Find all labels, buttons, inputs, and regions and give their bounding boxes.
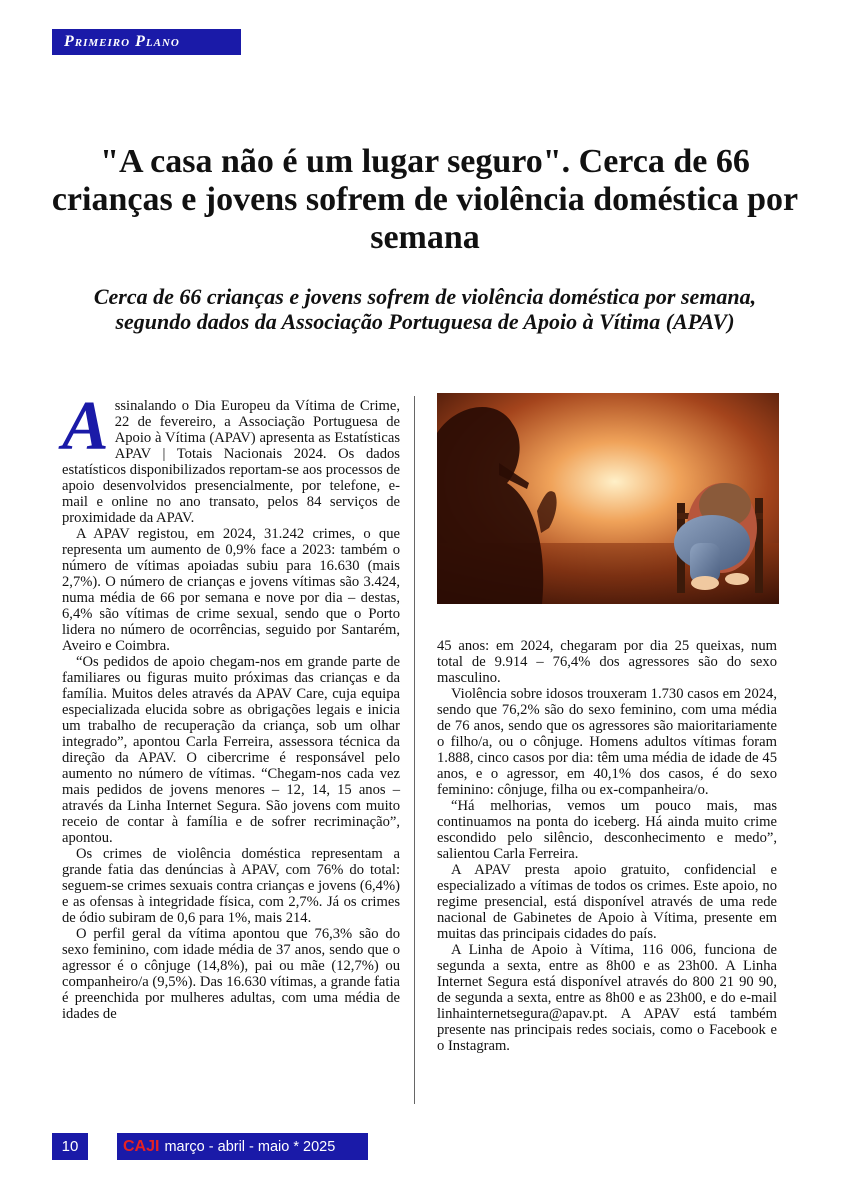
- paragraph: A APAV registou, em 2024, 31.242 crimes, o que representa um aumento de 0,9% face a 2023: também o número de vítimas apoiadas subiu para 16.630 (mais 2,7%). O número de crianças e jovens vítimas são 3.424, numa média de 66 por semana e nove por dia – destas, 6,4% são vítimas de crime sexual, sendo que o Porto lidera no número de ocorrências, seguido por Santarém, Aveiro e Coimbra.: [62, 526, 400, 654]
- footer-issue-bar: [117, 1133, 368, 1160]
- drop-cap: A: [62, 388, 109, 465]
- paragraph: 45 anos: em 2024, chegaram por dia 25 queixas, num total de 9.914 – 76,4% dos agressores são do sexo masculino.: [437, 638, 777, 686]
- issue-date: março - abril - maio * 2025: [164, 1139, 336, 1155]
- paragraph: O perfil geral da vítima apontou que 76,3% são do sexo feminino, com idade média de 37 anos, sendo que o agressor é o cônjuge (14,8%), pai ou mãe (12,7%) ou companheiro/a (9,5%). Das 16.630 vítimas, a grande fatia é preenchida por mulheres adultas, com uma média de idades de: [62, 926, 400, 1022]
- paragraph: “Há melhorias, vemos um pouco mais, mas continuamos na ponta do iceberg. Há ainda muito crime escondido pelo silêncio, desconhecimento e medo”, salientou Carla Ferreira.: [437, 798, 777, 862]
- paragraph: [62, 388, 400, 526]
- paragraph: Violência sobre idosos trouxeram 1.730 casos em 2024, sendo que 76,2% são do sexo feminino, com uma média de 76 anos, sendo que os agressores são maioritariamente o filho/a, ou o cônjuge. Homens adultos vítimas foram 1.888, cinco casos por dia: têm uma média de idade de 45 anos, e o agressor, em 40,1% dos casos, é do sexo feminino: cônjuge, filha ou ex-companheira/o.: [437, 686, 777, 798]
- article-column-left: [62, 388, 400, 1022]
- article-subtitle: Cerca de 66 crianças e jovens sofrem de violência doméstica por semana, segundo dados da Associação Portuguesa de Apoio à Vítima (APAV): [93, 284, 757, 334]
- brand-logo: CAJI: [123, 1138, 160, 1155]
- article-photo: [437, 393, 779, 604]
- paragraph-text: ssinalando o Dia Europeu da Vítima de Crime, 22 de fevereiro, a Associação Portuguesa de Apoio à Vítima (APAV) apresenta as Estatísticas APAV | Totais Nacionais 2024. Os dados estatísticos disponibilizados reportam-se aos processos de apoio desenvolvidos presencialmente, por telefone, e-mail e online no ano transato, pelos 84 serviços de proximidade da APAV.: [62, 398, 400, 526]
- page-number: 10: [52, 1133, 88, 1160]
- paragraph: A APAV presta apoio gratuito, confidencial e especializado a vítimas de todos os crimes. Este apoio, no regime presencial, está disponível através de uma rede nacional de Gabinetes de Apoio à Vítima, presente em muitas das principais cidades do país.: [437, 862, 777, 942]
- column-divider: [414, 396, 415, 1104]
- section-tag: Primeiro Plano: [52, 29, 241, 55]
- article-title: "A casa não é um lugar seguro". Cerca de 66 crianças e jovens sofrem de violência doméstica por semana: [51, 143, 799, 256]
- paragraph: A Linha de Apoio à Vítima, 116 006, funciona de segunda a sexta, entre as 8h00 e as 23h00. A Linha Internet Segura está disponível através do 800 21 90 90, de segunda a sexta, entre as 8h00 e as 23h00, e do e-mail linhainternetsegura@apav.pt. A APAV está também presente nas principais redes sociais, como o Facebook e o Instagram.: [437, 942, 777, 1054]
- article-column-right: [437, 638, 777, 1054]
- paragraph: Os crimes de violência doméstica representam a grande fatia das denúncias à APAV, com 76% do total: seguem-se crimes sexuais contra crianças e jovens (6,4%) e as ofensas à integridade física, com 2,7%. Já os crimes de ódio subiram de 0,6 para 1%, mais 214.: [62, 846, 400, 926]
- paragraph: “Os pedidos de apoio chegam-nos em grande parte de familiares ou figuras muito próximas das crianças e da família. Muitos deles através da APAV Care, cuja equipa especializada elucida sobre as obrigações legais e inicia um trabalho de recuperação da criança, sob um olhar integrado”, apontou Carla Ferreira, assessora técnica da direção da APAV. O cibercrime é responsável pelo aumento no número de vítimas. “Chegam-nos cada vez mais pedidos de jovens menores – 12, 14, 15 anos – através da Linha Internet Segura. São jovens com muito receio de contar à família e de sofrer recriminação”, apontou.: [62, 654, 400, 846]
